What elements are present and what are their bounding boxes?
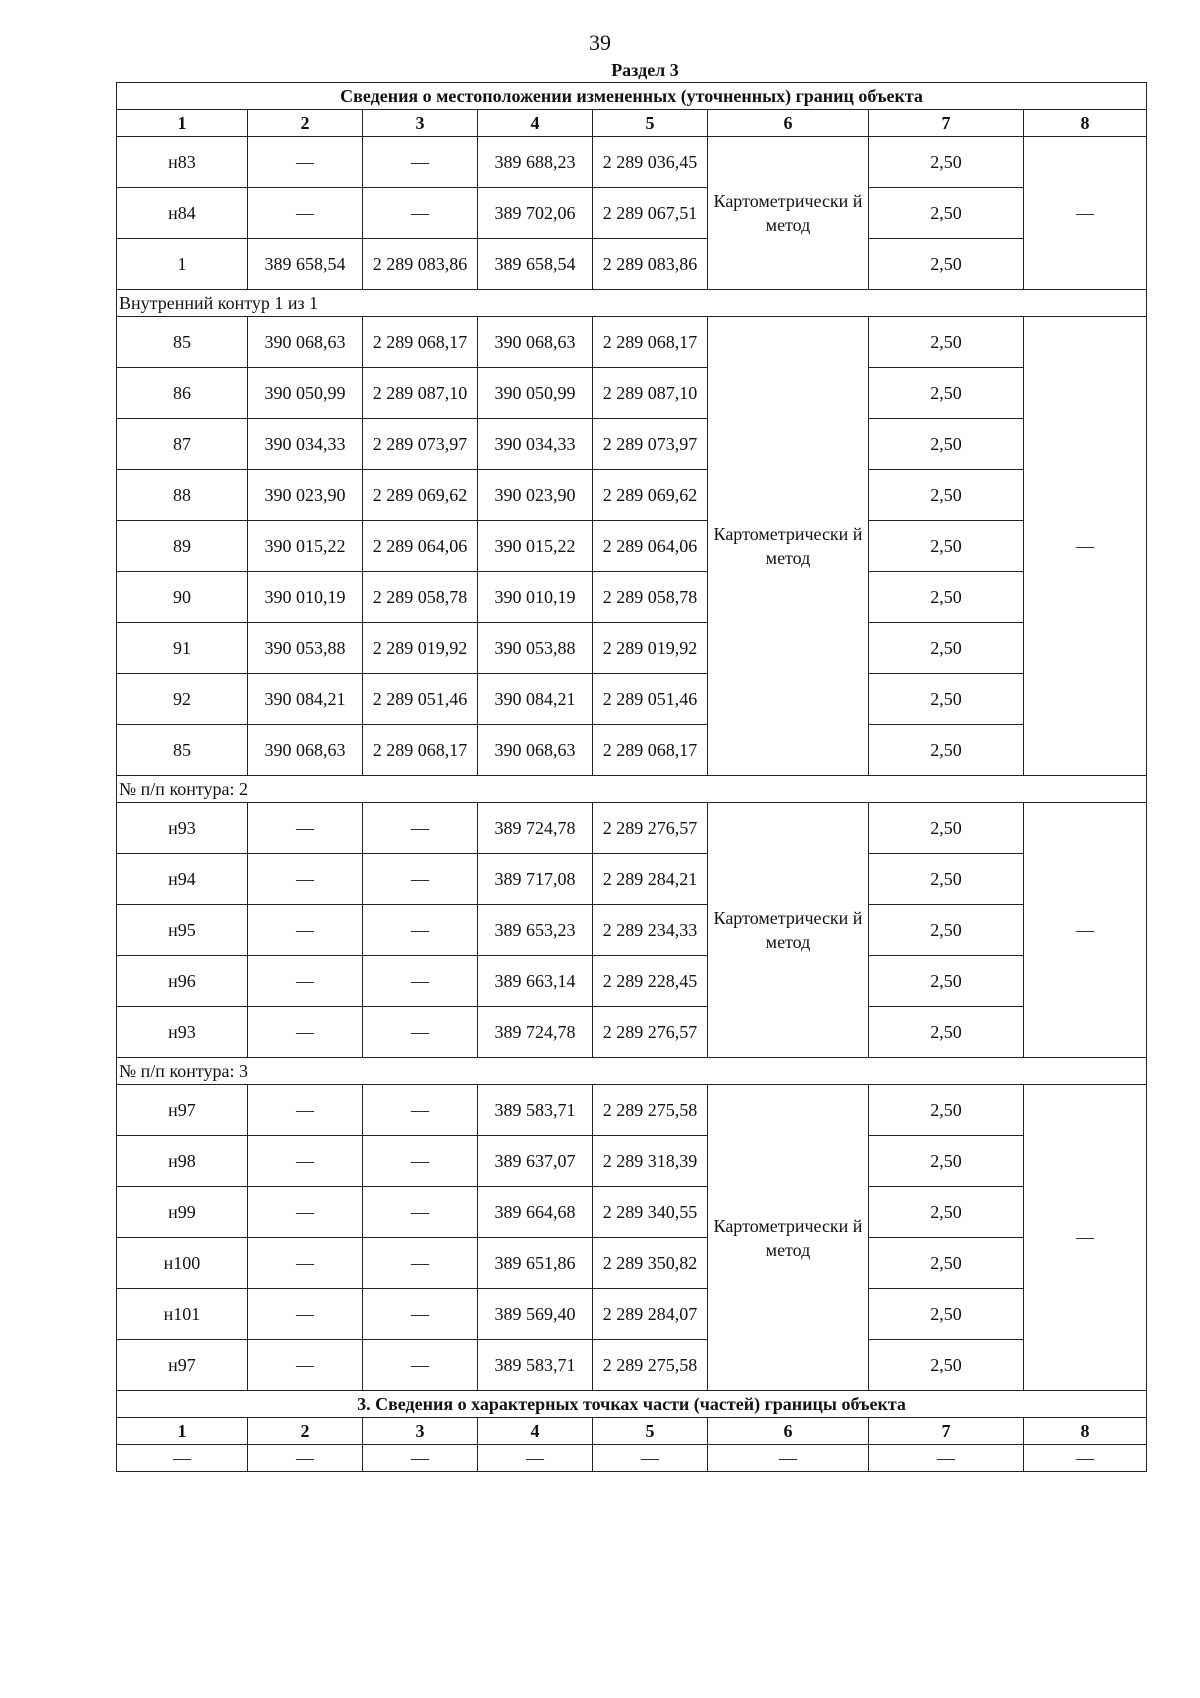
old-x-cell: 390 084,21 [248, 674, 363, 725]
new-y-cell: 2 289 350,82 [593, 1238, 708, 1289]
new-y-cell: 2 289 058,78 [593, 572, 708, 623]
accuracy-cell: 2,50 [869, 239, 1024, 290]
column-header: 6 [708, 1418, 869, 1445]
point-name-cell: н97 [117, 1085, 248, 1136]
new-x-cell: 389 702,06 [478, 188, 593, 239]
contour-label: Внутренний контур 1 из 1 [117, 290, 1147, 317]
new-y-cell: 2 289 318,39 [593, 1136, 708, 1187]
new-y-cell: 2 289 276,57 [593, 803, 708, 854]
column-header: 8 [1024, 1418, 1147, 1445]
new-y-cell: 2 289 036,45 [593, 137, 708, 188]
accuracy-cell: 2,50 [869, 1136, 1024, 1187]
empty-cell: — [248, 1445, 363, 1472]
new-y-cell: 2 289 019,92 [593, 623, 708, 674]
new-x-cell: 389 664,68 [478, 1187, 593, 1238]
table-row [117, 803, 1147, 854]
point-name-cell: н84 [117, 188, 248, 239]
table-row [117, 521, 1147, 572]
old-y-cell: — [363, 956, 478, 1007]
column-header: 3 [363, 110, 478, 137]
new-x-cell: 389 724,78 [478, 803, 593, 854]
method-cell: Картометрически й метод [708, 317, 869, 776]
new-x-cell: 389 651,86 [478, 1238, 593, 1289]
old-y-cell: — [363, 1289, 478, 1340]
table-row [117, 1289, 1147, 1340]
table-row [117, 956, 1147, 1007]
old-y-cell: — [363, 1136, 478, 1187]
old-y-cell: — [363, 803, 478, 854]
description-cell: — [1024, 1085, 1147, 1391]
table-row [117, 1238, 1147, 1289]
section-title: Раздел 3 [611, 60, 679, 80]
section2-title: 3. Сведения о характерных точках части (частей) границы объекта [117, 1391, 1147, 1418]
accuracy-cell: 2,50 [869, 1238, 1024, 1289]
point-name-cell: 92 [117, 674, 248, 725]
point-name-cell: н99 [117, 1187, 248, 1238]
accuracy-cell: 2,50 [869, 137, 1024, 188]
new-y-cell: 2 289 234,33 [593, 905, 708, 956]
old-x-cell: — [248, 1340, 363, 1391]
empty-cell: — [708, 1445, 869, 1472]
old-y-cell: — [363, 905, 478, 956]
old-y-cell: 2 289 068,17 [363, 725, 478, 776]
column-header: 4 [478, 110, 593, 137]
old-x-cell: 390 015,22 [248, 521, 363, 572]
point-name-cell: н93 [117, 1007, 248, 1058]
table-row [117, 1085, 1147, 1136]
column-header: 2 [248, 110, 363, 137]
new-x-cell: 389 637,07 [478, 1136, 593, 1187]
point-name-cell: н83 [117, 137, 248, 188]
new-x-cell: 390 068,63 [478, 317, 593, 368]
column-header: 5 [593, 110, 708, 137]
table-row [117, 239, 1147, 290]
table-row [117, 470, 1147, 521]
accuracy-cell: 2,50 [869, 803, 1024, 854]
old-y-cell: 2 289 083,86 [363, 239, 478, 290]
section2-header-row [117, 1418, 1147, 1445]
method-cell: Картометрически й метод [708, 137, 869, 290]
column-header: 1 [117, 1418, 248, 1445]
method-cell: Картометрически й метод [708, 1085, 869, 1391]
table-row [117, 137, 1147, 188]
table-row [117, 1007, 1147, 1058]
point-name-cell: 89 [117, 521, 248, 572]
point-name-cell: н100 [117, 1238, 248, 1289]
old-x-cell: — [248, 1085, 363, 1136]
empty-cell: — [363, 1445, 478, 1472]
table-row [117, 317, 1147, 368]
column-header: 2 [248, 1418, 363, 1445]
table-row [117, 1340, 1147, 1391]
new-y-cell: 2 289 073,97 [593, 419, 708, 470]
new-y-cell: 2 289 228,45 [593, 956, 708, 1007]
new-y-cell: 2 289 276,57 [593, 1007, 708, 1058]
column-header: 4 [478, 1418, 593, 1445]
new-x-cell: 389 717,08 [478, 854, 593, 905]
new-x-cell: 389 583,71 [478, 1085, 593, 1136]
accuracy-cell: 2,50 [869, 1085, 1024, 1136]
new-x-cell: 390 084,21 [478, 674, 593, 725]
contour-label: № п/п контура: 3 [117, 1058, 1147, 1085]
old-y-cell: 2 289 073,97 [363, 419, 478, 470]
new-x-cell: 389 663,14 [478, 956, 593, 1007]
empty-cell: — [869, 1445, 1024, 1472]
point-name-cell: 87 [117, 419, 248, 470]
point-name-cell: н95 [117, 905, 248, 956]
new-x-cell: 390 053,88 [478, 623, 593, 674]
accuracy-cell: 2,50 [869, 419, 1024, 470]
new-y-cell: 2 289 068,17 [593, 317, 708, 368]
new-x-cell: 389 569,40 [478, 1289, 593, 1340]
new-x-cell: 390 023,90 [478, 470, 593, 521]
accuracy-cell: 2,50 [869, 317, 1024, 368]
section2-empty-row [117, 1445, 1147, 1472]
accuracy-cell: 2,50 [869, 521, 1024, 572]
old-y-cell: 2 289 051,46 [363, 674, 478, 725]
point-name-cell: 85 [117, 317, 248, 368]
new-x-cell: 390 010,19 [478, 572, 593, 623]
accuracy-cell: 2,50 [869, 1289, 1024, 1340]
old-x-cell: 390 050,99 [248, 368, 363, 419]
old-y-cell: — [363, 1187, 478, 1238]
point-name-cell: н98 [117, 1136, 248, 1187]
contour-label-row [117, 1058, 1147, 1085]
accuracy-cell: 2,50 [869, 572, 1024, 623]
table-row [117, 188, 1147, 239]
accuracy-cell: 2,50 [869, 854, 1024, 905]
new-y-cell: 2 289 064,06 [593, 521, 708, 572]
new-y-cell: 2 289 083,86 [593, 239, 708, 290]
table-title: Сведения о местоположении измененных (уточненных) границ объекта [117, 83, 1147, 110]
new-x-cell: 390 050,99 [478, 368, 593, 419]
new-y-cell: 2 289 284,21 [593, 854, 708, 905]
accuracy-cell: 2,50 [869, 470, 1024, 521]
column-header: 1 [117, 110, 248, 137]
table-row [117, 854, 1147, 905]
empty-cell: — [1024, 1445, 1147, 1472]
new-y-cell: 2 289 275,58 [593, 1085, 708, 1136]
accuracy-cell: 2,50 [869, 623, 1024, 674]
old-x-cell: — [248, 137, 363, 188]
point-name-cell: н96 [117, 956, 248, 1007]
table-row [117, 725, 1147, 776]
table-row [117, 419, 1147, 470]
old-y-cell: — [363, 854, 478, 905]
accuracy-cell: 2,50 [869, 188, 1024, 239]
old-x-cell: — [248, 1187, 363, 1238]
old-x-cell: — [248, 803, 363, 854]
old-y-cell: 2 289 068,17 [363, 317, 478, 368]
new-y-cell: 2 289 087,10 [593, 368, 708, 419]
new-x-cell: 389 583,71 [478, 1340, 593, 1391]
page-number: 39 [589, 30, 611, 55]
old-x-cell: 390 068,63 [248, 725, 363, 776]
old-x-cell: 390 010,19 [248, 572, 363, 623]
old-x-cell: 390 023,90 [248, 470, 363, 521]
accuracy-cell: 2,50 [869, 674, 1024, 725]
column-header: 7 [869, 1418, 1024, 1445]
old-y-cell: 2 289 058,78 [363, 572, 478, 623]
old-x-cell: — [248, 854, 363, 905]
old-y-cell: — [363, 1085, 478, 1136]
old-y-cell: — [363, 1238, 478, 1289]
old-x-cell: — [248, 1136, 363, 1187]
description-cell: — [1024, 803, 1147, 1058]
new-y-cell: 2 289 051,46 [593, 674, 708, 725]
old-y-cell: — [363, 1007, 478, 1058]
old-x-cell: 389 658,54 [248, 239, 363, 290]
accuracy-cell: 2,50 [869, 1340, 1024, 1391]
old-x-cell: — [248, 905, 363, 956]
accuracy-cell: 2,50 [869, 1007, 1024, 1058]
description-cell: — [1024, 317, 1147, 776]
new-x-cell: 390 068,63 [478, 725, 593, 776]
point-name-cell: н97 [117, 1340, 248, 1391]
new-y-cell: 2 289 067,51 [593, 188, 708, 239]
empty-cell: — [478, 1445, 593, 1472]
accuracy-cell: 2,50 [869, 905, 1024, 956]
table-row [117, 623, 1147, 674]
table-row [117, 1187, 1147, 1238]
table-row [117, 368, 1147, 419]
old-y-cell: 2 289 069,62 [363, 470, 478, 521]
contour-label-row [117, 290, 1147, 317]
column-header: 3 [363, 1418, 478, 1445]
description-cell: — [1024, 137, 1147, 290]
column-header-row [117, 110, 1147, 137]
new-x-cell: 390 015,22 [478, 521, 593, 572]
table-row [117, 572, 1147, 623]
new-y-cell: 2 289 068,17 [593, 725, 708, 776]
point-name-cell: 86 [117, 368, 248, 419]
new-y-cell: 2 289 284,07 [593, 1289, 708, 1340]
section2-title-row [117, 1391, 1147, 1418]
old-y-cell: 2 289 087,10 [363, 368, 478, 419]
old-y-cell: — [363, 1340, 478, 1391]
accuracy-cell: 2,50 [869, 368, 1024, 419]
contour-label: № п/п контура: 2 [117, 776, 1147, 803]
old-y-cell: 2 289 064,06 [363, 521, 478, 572]
old-x-cell: — [248, 1238, 363, 1289]
column-header: 7 [869, 110, 1024, 137]
new-x-cell: 389 653,23 [478, 905, 593, 956]
point-name-cell: 85 [117, 725, 248, 776]
new-x-cell: 389 658,54 [478, 239, 593, 290]
old-x-cell: — [248, 188, 363, 239]
accuracy-cell: 2,50 [869, 725, 1024, 776]
old-y-cell: — [363, 137, 478, 188]
new-x-cell: 390 034,33 [478, 419, 593, 470]
old-x-cell: — [248, 1007, 363, 1058]
new-x-cell: 389 724,78 [478, 1007, 593, 1058]
new-y-cell: 2 289 275,58 [593, 1340, 708, 1391]
point-name-cell: 1 [117, 239, 248, 290]
point-name-cell: н93 [117, 803, 248, 854]
old-x-cell: 390 034,33 [248, 419, 363, 470]
point-name-cell: 90 [117, 572, 248, 623]
new-x-cell: 389 688,23 [478, 137, 593, 188]
point-name-cell: н94 [117, 854, 248, 905]
old-x-cell: 390 068,63 [248, 317, 363, 368]
table-row [117, 1136, 1147, 1187]
column-header: 5 [593, 1418, 708, 1445]
table-title-row [117, 83, 1147, 110]
accuracy-cell: 2,50 [869, 956, 1024, 1007]
empty-cell: — [117, 1445, 248, 1472]
new-y-cell: 2 289 069,62 [593, 470, 708, 521]
old-y-cell: — [363, 188, 478, 239]
old-x-cell: — [248, 956, 363, 1007]
point-name-cell: 91 [117, 623, 248, 674]
old-y-cell: 2 289 019,92 [363, 623, 478, 674]
old-x-cell: 390 053,88 [248, 623, 363, 674]
point-name-cell: 88 [117, 470, 248, 521]
method-cell: Картометрически й метод [708, 803, 869, 1058]
table-row [117, 905, 1147, 956]
point-name-cell: н101 [117, 1289, 248, 1340]
accuracy-cell: 2,50 [869, 1187, 1024, 1238]
table-row [117, 674, 1147, 725]
column-header: 8 [1024, 110, 1147, 137]
old-x-cell: — [248, 1289, 363, 1340]
column-header: 6 [708, 110, 869, 137]
coordinates-table [116, 82, 1147, 1472]
new-y-cell: 2 289 340,55 [593, 1187, 708, 1238]
contour-label-row [117, 776, 1147, 803]
empty-cell: — [593, 1445, 708, 1472]
